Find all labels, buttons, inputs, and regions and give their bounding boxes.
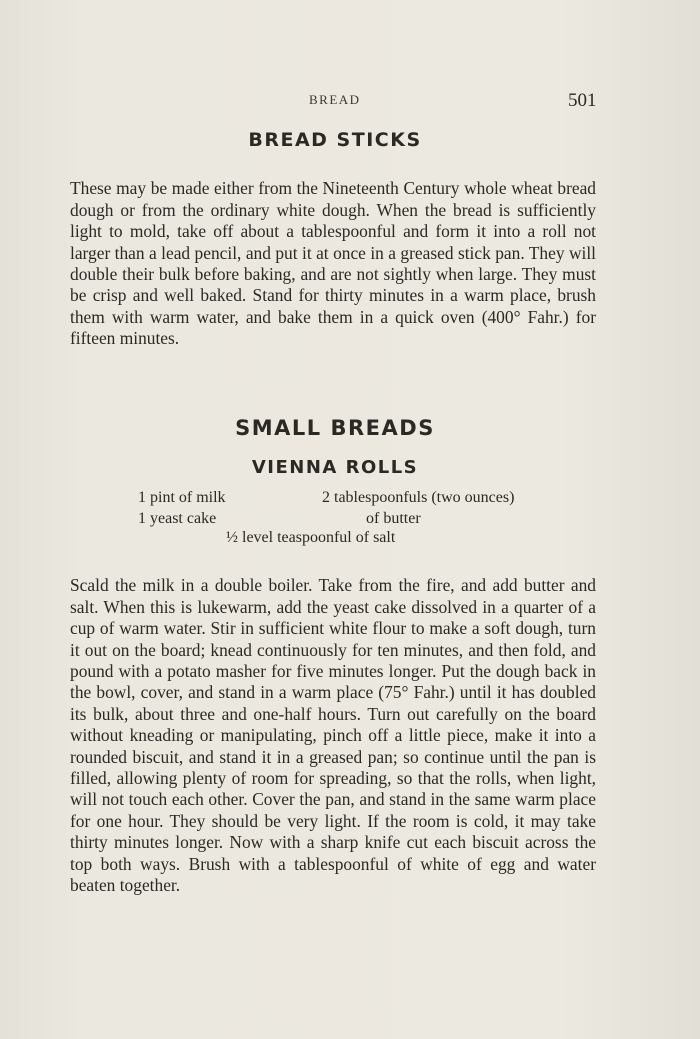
- page-number: 501: [568, 90, 597, 111]
- vienna-rolls-heading: VIENNA ROLLS: [251, 457, 419, 478]
- ingredients-list: [0, 489, 700, 549]
- ingredient-item: of butter: [366, 510, 421, 527]
- ingredient-item: 1 pint of milk: [138, 489, 226, 506]
- small-breads-heading: SMALL BREADS: [235, 416, 435, 440]
- ingredient-item: 1 yeast cake: [138, 510, 217, 527]
- ingredient-item: 2 tablespoonfuls (two ounces): [322, 489, 515, 506]
- bread-sticks-paragraph: These may be made either from the Nineteenth Century whole wheat bread dough or from the ordinary white dough. When the bread is sufficiently light to mold, take off about a tablespoonful and form it into a roll not larger than a lead pencil, and put it at once in a greased stick pan. They will double their bulk before baking, and are not sightly when large. They must be crisp and well baked. Stand for thirty minutes in a warm place, brush them with warm water, and bake them in a quick oven (400° Fahr.) for fifteen minutes.: [70, 178, 596, 349]
- ingredient-item: ½ level teaspoonful of salt: [226, 529, 396, 546]
- running-head: [0, 92, 700, 112]
- bread-sticks-heading: BREAD STICKS: [248, 129, 422, 151]
- vienna-rolls-paragraph: Scald the milk in a double boiler. Take from the fire, and add butter and salt. When this is lukewarm, add the yeast cake dissolved in a quarter of a cup of warm water. Stir in sufficient white flour to make a soft dough, turn it out on the board; knead continuously for ten minutes, and then fold, and pound with a potato masher for five minutes longer. Put the dough back in the bowl, cover, and stand in a warm place (75° Fahr.) until it has doubled its bulk, about three and one-half hours. Turn out carefully on the board without kneading or manipulating, pinch off a little piece, make it into a rounded biscuit, and stand it in a greased pan; so continue until the pan is filled, allowing plenty of room for spreading, so that the rolls, when light, will not touch each other. Cover the pan, and stand in the same warm place for one hour. They should be very light. If the room is cold, it may take thirty minutes longer. Now with a sharp knife cut each biscuit across the top both ways. Brush with a tablespoonful of white of egg and water beaten together.: [70, 575, 596, 896]
- running-head-title: BREAD: [309, 92, 361, 107]
